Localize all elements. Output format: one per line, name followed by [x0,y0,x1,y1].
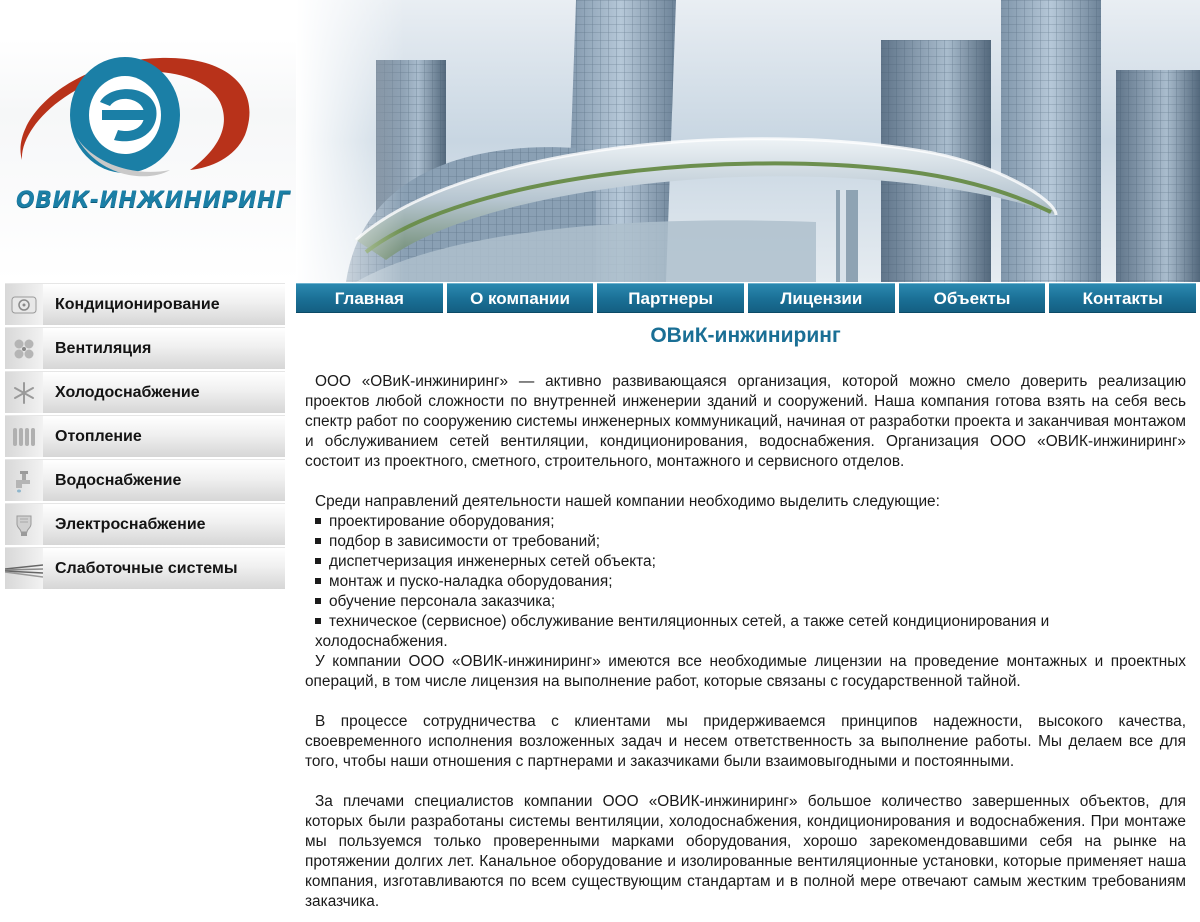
sidebar-item-water-supply[interactable] [5,459,285,501]
page-title: ОВиК-инжиниринг [650,324,841,347]
directions-paragraph: Среди направлений деятельности нашей компании необходимо выделить следующие: [315,493,940,510]
nav-partners[interactable]: Партнеры [597,283,744,313]
list-item: подбор в зависимости от требований; [305,532,1186,552]
sidebar-item-label: Холодоснабжение [55,384,200,401]
sidebar-item-heating[interactable] [5,415,285,457]
sidebar-item-label: Слаботочные системы [55,560,238,577]
experience-paragraph: За плечами специалистов компании ООО «ОВИК-инжиниринг» большое количество завершенных объектов, для которых были разработаны системы вентиляции, холодоснабжения, кондиционирования и водоснабжения. При монтаже мы пользуемся только проверенными марками оборудования, хорошо зарекомендовавшими себя на рынке на протяжении долгих лет. Канальное оборудование и изолированные вентиляционные установки, которые применяет наша компания, изготавливаются по всем существующим стандартам и в полной мере отвечают самым жестким требованиям заказчика. [305,793,1186,910]
radiator-icon [5,416,43,457]
air-conditioner-icon [5,284,43,325]
bullet-icon [315,538,321,544]
fan-icon [5,328,43,369]
list-item: монтаж и пуско-наладка оборудования; [305,572,1186,592]
light-bulb-icon [5,504,43,545]
main-content [305,322,1186,912]
sidebar-item-low-current[interactable] [5,547,285,589]
list-item: проектирование оборудования; [305,512,1186,532]
sidebar [5,283,285,591]
licenses-paragraph: У компании ООО «ОВИК-инжиниринг» имеются все необходимые лицензии на проведение монтажных и проектных операций, в том числе лицензия на выполнение работ, которые связаны с государственной тайной. [305,653,1186,690]
logo-text: ОВИК-ИНЖИНИРИНГ [16,188,291,213]
nav-contacts[interactable]: Контакты [1049,283,1196,313]
bullet-icon [315,598,321,604]
bullet-icon [315,558,321,564]
logo[interactable] [0,40,300,230]
sidebar-item-cooling[interactable] [5,371,285,413]
list-item: техническое (сервисное) обслуживание вентиляционных сетей, а также сетей кондиционирования и холодоснабжения. [315,613,1050,650]
list-item: обучение персонала заказчика; [305,592,1186,612]
sidebar-item-ventilation[interactable] [5,327,285,369]
sidebar-item-label: Электроснабжение [55,516,206,533]
faucet-icon [5,460,43,501]
top-navigation [296,283,1196,313]
principles-paragraph: В процессе сотрудничества с клиентами мы придерживаемся принципов надежности, высокого качества, своевременного исполнения возложенных задач и несем ответственность за выполнение работы. Мы делаем все для того, чтобы наши отношения с партнерами и заказчиками были взаимовыгодными и постоянными. [305,713,1186,770]
bullet-icon [315,578,321,584]
sidebar-item-conditioning[interactable] [5,283,285,325]
services-list [305,512,1186,652]
header-banner-image [296,0,1200,282]
nav-objects[interactable]: Объекты [899,283,1046,313]
nav-licenses[interactable]: Лицензии [748,283,895,313]
bullet-icon [315,518,321,524]
sidebar-item-label: Отопление [55,428,142,445]
intro-paragraph: ООО «ОВиК-инжиниринг» — активно развивающаяся организация, которой можно смело доверить реализацию проектов любой сложности по внутренней инженерии зданий и сооружений. Наша компания готова взять на себя весь спектр работ по сооружению системы инженерных коммуникаций, начиная от разработки проекта и заканчивая монтажом и обслуживанием сетей вентиляции, кондиционирования, водоснабжения. Организация ООО «ОВИК-инжиниринг» состоит из проектного, сметного, строительного, монтажного и сервисного отделов. [305,373,1186,470]
snowflake-icon [5,372,43,413]
nav-about[interactable]: О компании [447,283,594,313]
bullet-icon [315,618,321,624]
nav-home[interactable]: Главная [296,283,443,313]
cable-icon [5,548,43,589]
sidebar-item-power-supply[interactable] [5,503,285,545]
sidebar-item-label: Вентиляция [55,340,152,357]
sidebar-item-label: Водоснабжение [55,472,182,489]
sidebar-item-label: Кондиционирование [55,296,220,313]
header [0,0,1200,282]
list-item: диспетчеризация инженерных сетей объекта; [305,552,1186,572]
